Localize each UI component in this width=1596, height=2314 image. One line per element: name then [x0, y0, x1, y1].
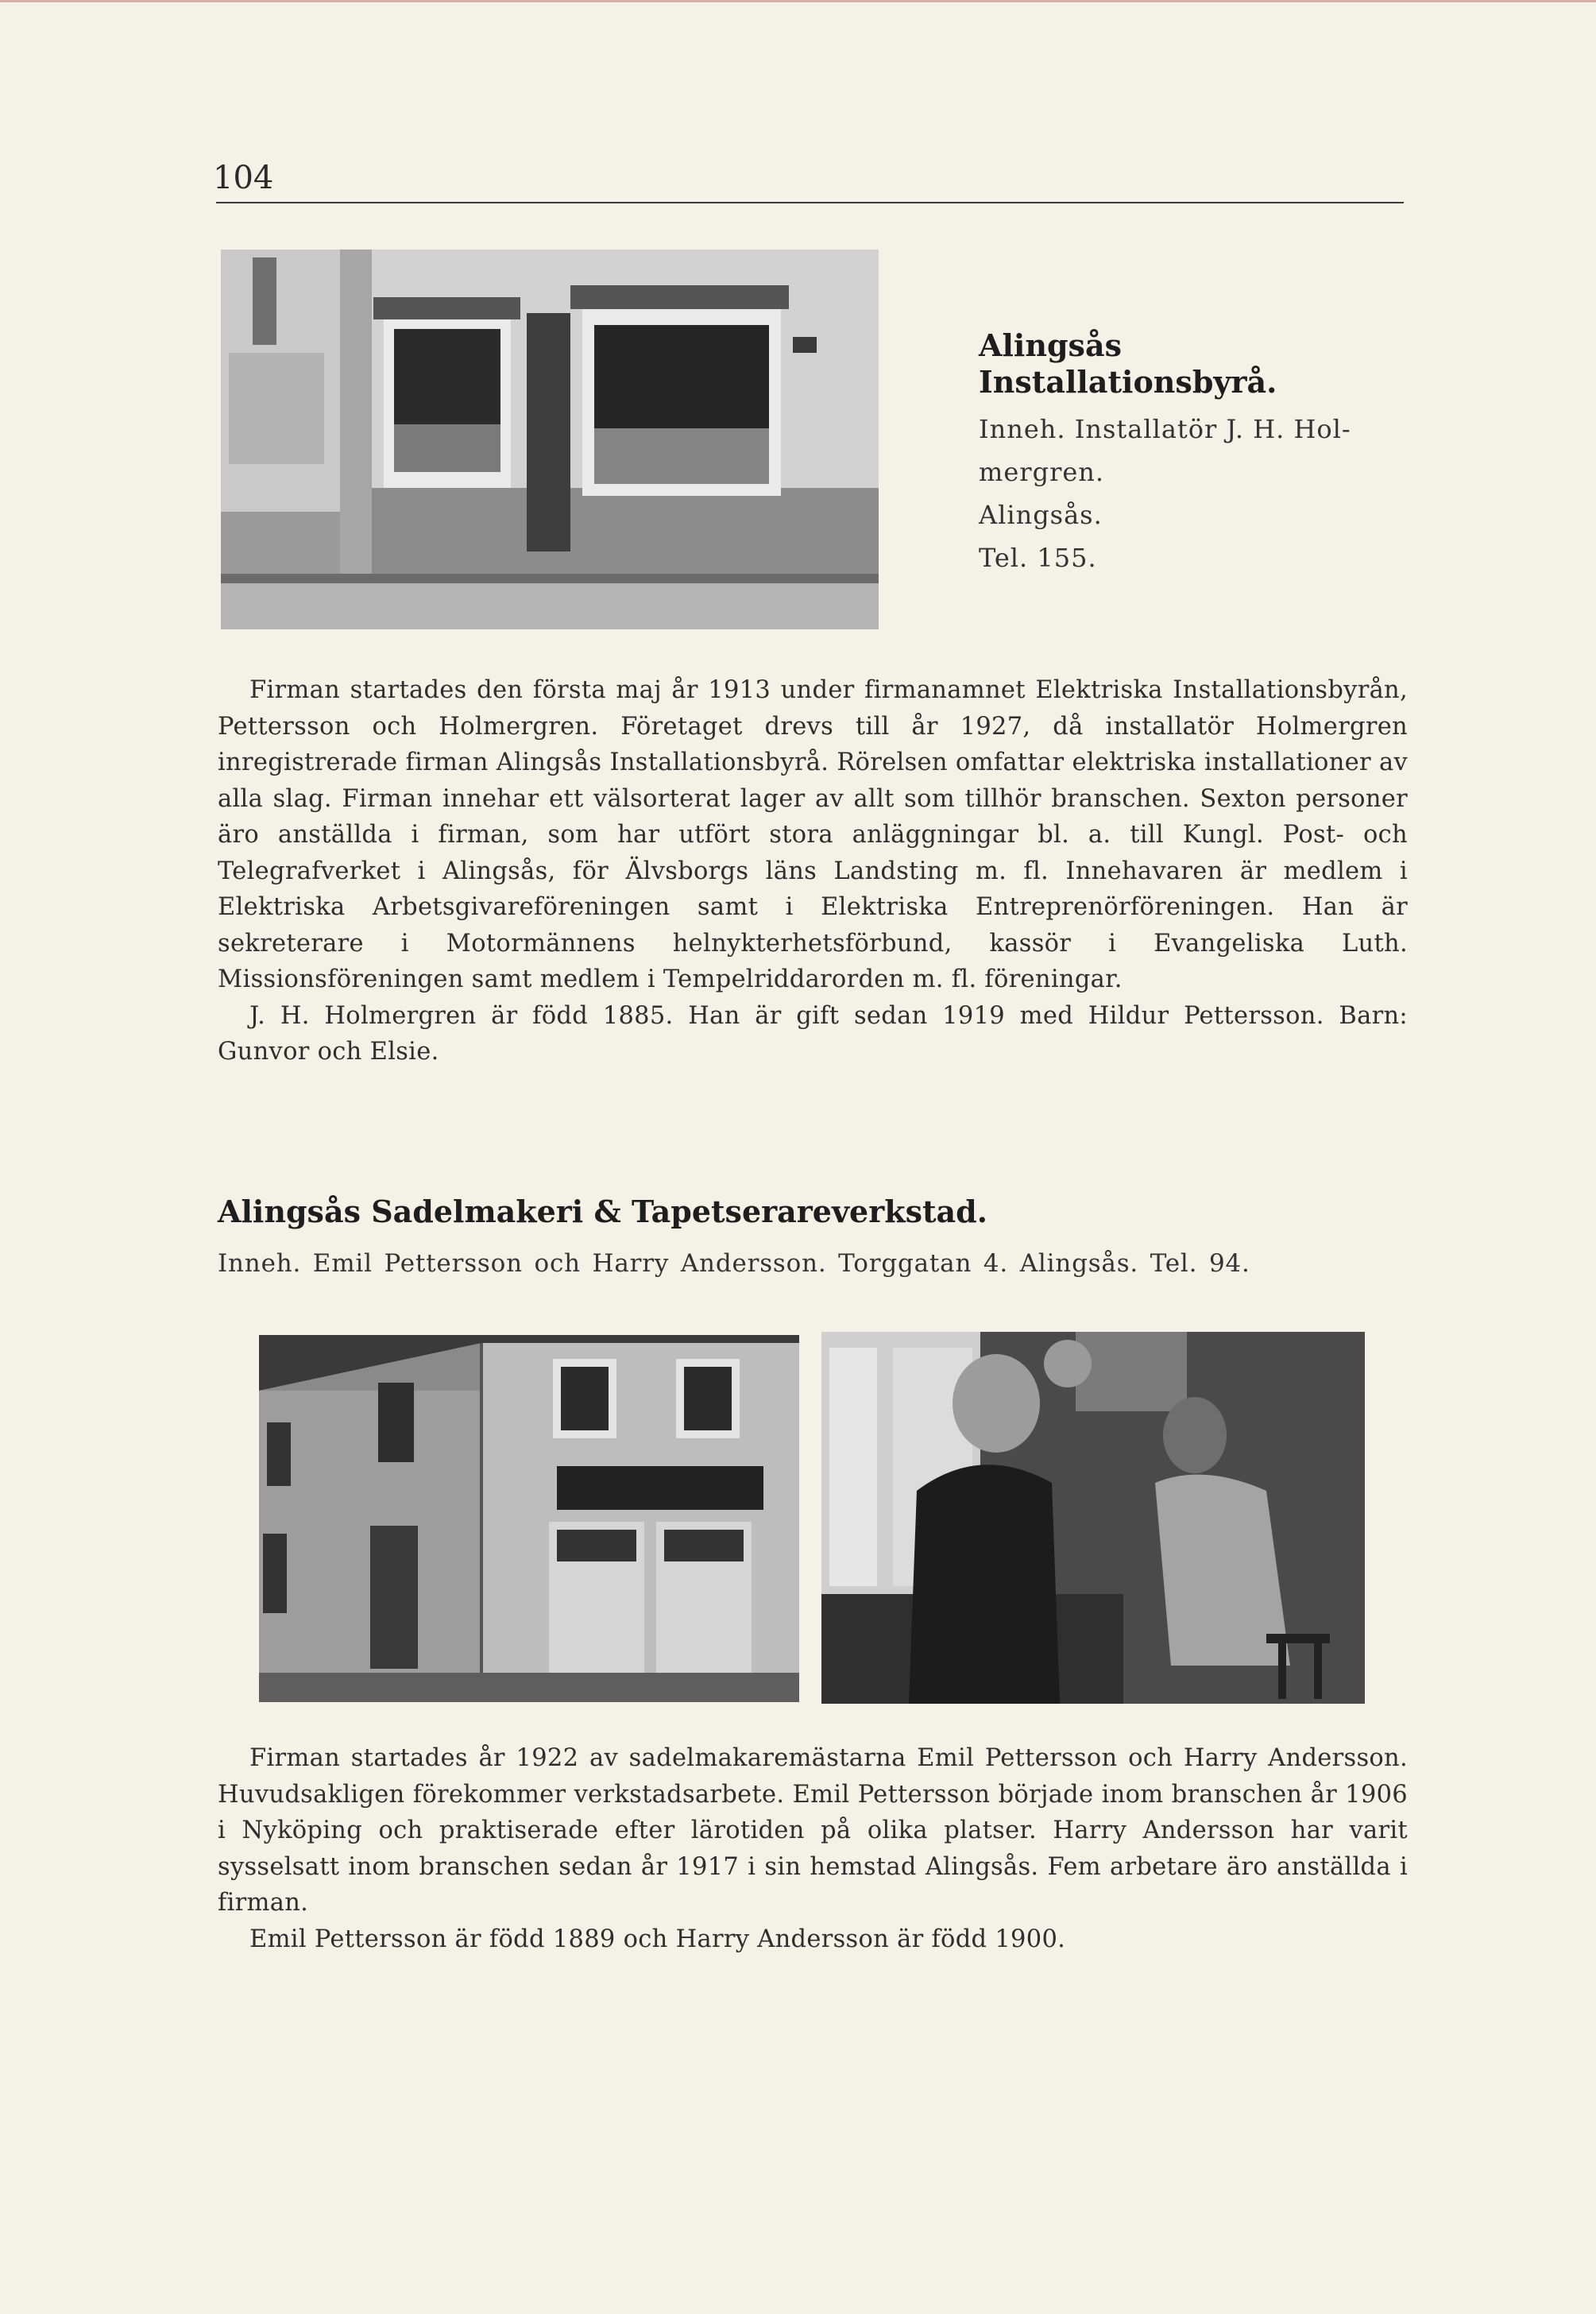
paragraph: Emil Pettersson är född 1889 och Harry Andersson är född 1900. [249, 1925, 1066, 1953]
shop-front-photo [221, 250, 879, 629]
info-line: Inneh. Installatör J. H. Hol- [979, 414, 1351, 445]
info-line: Alingsås. [979, 500, 1103, 531]
sadelmakeri-owners: Inneh. Emil Pettersson och Harry Andersson. Torggatan 4. Alingsås. Tel. 94. [218, 1249, 1250, 1278]
info-line: Tel. 155. [979, 543, 1097, 574]
top-edge-line [0, 0, 1596, 2]
paragraph: Firman startades år 1922 av sadelmakaremästarna Emil Pettersson och Harry Andersson. Huvudsakligen förekommer verkstadsarbete. Emil Pettersson började inom branschen år 1906 i Nyköping och praktiserade efter lärotiden på olika platser. Harry Andersson har varit sysselsatt inom branschen sedan år 1917 i sin hemstad Alingsås. Fem arbetare äro anställda i firman. [218, 1744, 1408, 1917]
sadelmakeri-text [218, 1740, 1408, 1957]
workshop-building-photo [259, 1335, 799, 1702]
page-number: 104 [213, 160, 274, 196]
paragraph: J. H. Holmergren är född 1885. Han är gift sedan 1919 med Hildur Pettersson. Barn: Gunvor och Elsie. [218, 1001, 1408, 1066]
info-line: mergren. [979, 457, 1105, 488]
installationsbyra-text [218, 672, 1408, 1070]
installationsbyra-title: Alingsås Installationsbyrå. [979, 327, 1277, 400]
paragraph: Firman startades den första maj år 1913 under firmanamnet Elektriska Installationsbyrån, Pettersson och Holmergren. Företaget drevs till år 1927, då installatör Holmergren inregistrerade firman Alingsås Installationsbyrå. Rörelsen omfattar elektriska installationer av alla slag. Firman innehar ett välsorterat lager av allt som tillhör branschen. Sexton personer äro anställda i firman, som har utfört stora anläggningar bl. a. till Kungl. Post- och Telegrafverket i Alingsås, för Älvsborgs läns Landsting m. fl. Innehavaren är medlem i Elektriska Arbetsgivareföreningen samt i Elektriska Entreprenörföreningen. Han är sekreterare i Motormännens helnykterhetsförbund, kassör i Evangeliska Luth. Missionsföreningen samt medlem i Tempelriddarorden m. fl. föreningar. [218, 676, 1408, 993]
sadelmakeri-title: Alingsås Sadelmakeri & Tapetserareverkstad. [218, 1194, 987, 1229]
workshop-interior-photo [821, 1332, 1365, 1704]
installationsbyra-info [979, 327, 1408, 579]
header-rule [216, 202, 1404, 203]
